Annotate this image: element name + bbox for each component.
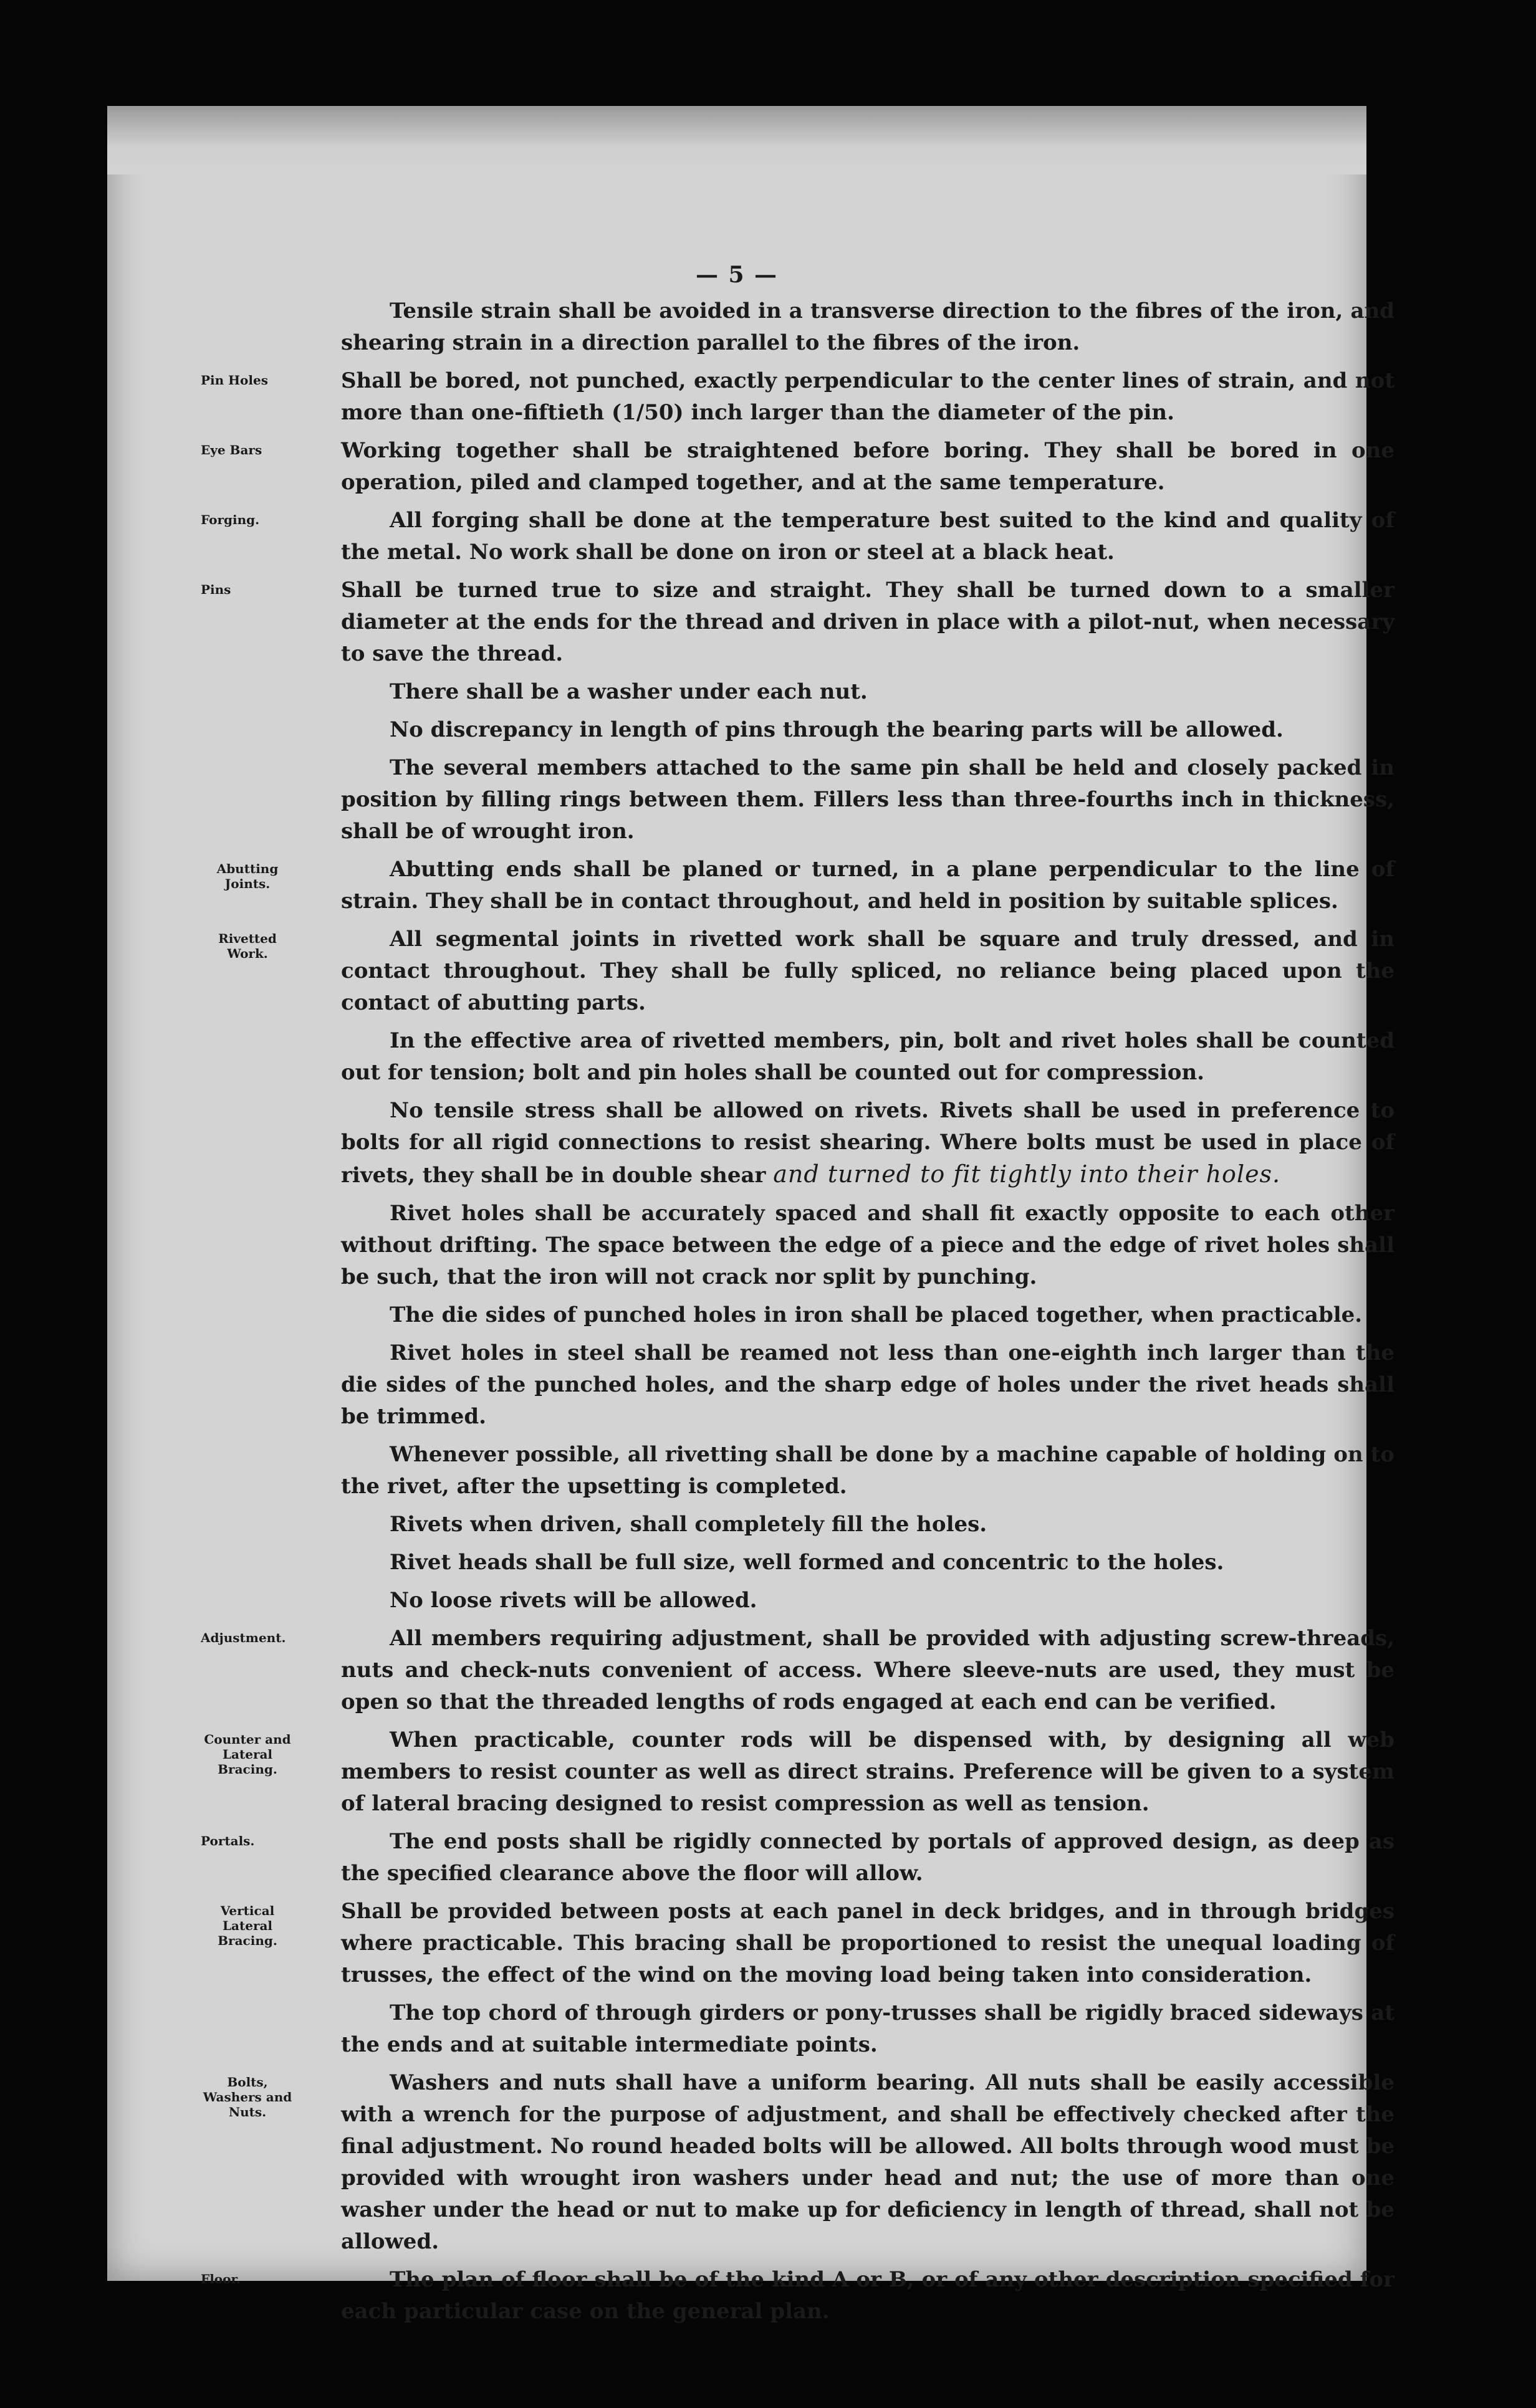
paragraph: [341, 505, 1394, 568]
paragraph-text: Rivets when driven, shall completely fill the holes.: [390, 1512, 987, 1537]
paragraph-text: In the effective area of rivetted members, pin, bolt and rivet holes shall be counted out for tension; bolt and pin holes shall be counted out for compression.: [341, 1028, 1394, 1085]
paragraph-text: Washers and nuts shall have a uniform bearing. All nuts shall be easily accessible with a wrench for the purpose of adjustment, and shall be effectively checked after the final adjustment. No round headed bolts will be allowed. All bolts through wood must be provided with wrought iron washers under head and nut; the use of more than one washer under the head or nut to make up for deficiency in length of thread, shall not be allowed.: [341, 2070, 1394, 2254]
section-row: [107, 1337, 1394, 1433]
section-row: [107, 1896, 1394, 1991]
paragraph-text: The top chord of through girders or pony-trusses shall be rigidly braced sideways at the ends and at suitable intermediate points.: [341, 2000, 1394, 2057]
paragraph-text: The end posts shall be rigidly connected by portals of approved design, as deep as the specified clearance above the floor will allow.: [341, 1829, 1394, 1886]
paragraph-text: The die sides of punched holes in iron shall be placed together, when practicable.: [390, 1302, 1363, 1327]
section-row: [107, 1724, 1394, 1820]
document-page: [107, 106, 1394, 2324]
paragraph: [341, 575, 1394, 670]
paragraph-text: Whenever possible, all rivetting shall be done by a machine capable of holding on to the rivet, after the upsetting is completed.: [341, 1442, 1394, 1499]
paragraph-text: No discrepancy in length of pins through the bearing parts will be allowed.: [390, 717, 1284, 742]
paragraph: [341, 2264, 1394, 2328]
section-row: [107, 1585, 1366, 1617]
paragraph-text: Working together shall be straightened before boring. They shall be bored in one operation, piled and clamped together, and at the same temperature.: [341, 438, 1394, 495]
margin-label: Eye Bars: [201, 442, 262, 457]
paragraph: [341, 1095, 1394, 1192]
paragraph-text: No tensile stress shall be allowed on rivets. Rivets shall be used in preference to bolts for all rigid connections to resist shearing. Where bolts must be used in place of rivets, they shall be in double shear: [341, 1098, 1394, 1188]
paragraph: [341, 1198, 1394, 1293]
section-row: [107, 1439, 1394, 1503]
section-row: [107, 365, 1394, 429]
paragraph: [341, 676, 1394, 708]
paragraph-text: When practicable, counter rods will be dispensed with, by designing all web members to resist counter as well as direct strains. Preference will be given to a system of lateral bracing designed to resist compression as well as tension.: [341, 1727, 1394, 1816]
paragraph: [341, 1826, 1394, 1890]
margin-label: Forging.: [201, 512, 260, 527]
section-row: [107, 1826, 1394, 1890]
section-row: [107, 1623, 1394, 1718]
section-row: [107, 924, 1394, 1019]
section-row: [107, 1547, 1366, 1579]
page-fold: [107, 106, 1366, 174]
margin-label: Counter and Lateral Bracing.: [204, 1732, 291, 1777]
section-row: [107, 1095, 1394, 1192]
section-row: [107, 1997, 1394, 2061]
paragraph: [341, 1299, 1394, 1331]
section-row: [107, 676, 1366, 708]
paragraph: [341, 1509, 1394, 1541]
paragraph-text: Rivet holes shall be accurately spaced and shall fit exactly opposite to each other without drifting. The space between the edge of a piece and the edge of rivet holes shall be such, that the iron will not crack nor split by punching.: [341, 1201, 1394, 1289]
paragraph: [341, 435, 1394, 499]
section-row: [107, 1198, 1394, 1293]
paragraph-text: There shall be a washer under each nut.: [390, 679, 868, 704]
paragraph: [341, 854, 1394, 917]
section-row: [107, 2067, 1394, 2258]
section-row: [107, 575, 1394, 670]
paragraph: [341, 752, 1394, 848]
paragraph: [341, 1724, 1394, 1820]
paragraph: [341, 1896, 1394, 1991]
margin-label: Vertical Lateral Bracing.: [218, 1903, 277, 1948]
paragraph-text: Shall be bored, not punched, exactly perpendicular to the center lines of strain, and not more than one-fiftieth (1/50) inch larger than the diameter of the pin.: [341, 368, 1394, 425]
paragraph-text: No loose rivets will be allowed.: [390, 1588, 757, 1613]
margin-label: Bolts, Washers and Nuts.: [203, 2075, 292, 2119]
paragraph-text: Abutting ends shall be planed or turned, in a plane perpendicular to the line of strain. They shall be in contact throughout, and held in position by suitable splices.: [341, 857, 1394, 914]
paragraph-text: Tensile strain shall be avoided in a transverse direction to the fibres of the iron, and shearing strain in a direction parallel to the fibres of the iron.: [341, 299, 1394, 355]
page-number: — 5 —: [695, 262, 779, 288]
paragraph: [341, 714, 1394, 746]
paragraph-text: The several members attached to the same pin shall be held and closely packed in position by filling rings between them. Fillers less than three-fourths inch in thickness, shall be of wrought iron.: [341, 755, 1394, 844]
margin-label: Rivetted Work.: [218, 931, 277, 961]
section-row: [107, 1025, 1394, 1089]
section-row: [107, 1299, 1366, 1331]
handwritten-annotation: and turned to fit tightly into their holes.: [773, 1160, 1281, 1188]
section-row: [107, 435, 1394, 499]
paragraph-text: The plan of floor shall be of the kind A or B, or of any other description specified for each particular case on the general plan.: [341, 2267, 1394, 2324]
paragraph: [341, 1585, 1394, 1617]
section-row: [107, 854, 1394, 917]
paragraph: [341, 1997, 1394, 2061]
paragraph: [341, 1439, 1394, 1503]
paragraph-text: All segmental joints in rivetted work shall be square and truly dressed, and in contact throughout. They shall be fully spliced, no reliance being placed upon the contact of abutting parts.: [341, 927, 1394, 1015]
section-row: [107, 1509, 1366, 1541]
section-row: [107, 295, 1394, 359]
section-row: [107, 752, 1394, 848]
paragraph-text: Shall be turned true to size and straight. They shall be turned down to a smaller diameter at the ends for the thread and driven in place with a pilot-nut, when necessary to save the thread.: [341, 578, 1394, 666]
margin-label: Abutting Joints.: [216, 861, 279, 891]
paragraph: [341, 1623, 1394, 1718]
paragraph-text: All members requiring adjustment, shall be provided with adjusting screw-threads, nuts and check-nuts convenient of access. Where sleeve-nuts are used, they must be open so that the threaded lengths of rods engaged at each end can be verified.: [341, 1626, 1394, 1714]
paragraph: [341, 2067, 1394, 2258]
paragraph: [341, 1547, 1394, 1579]
paragraph: [341, 1025, 1394, 1089]
paragraph-text: Shall be provided between posts at each panel in deck bridges, and in through bridges where practicable. This bracing shall be proportioned to resist the unequal loading of trusses, the effect of the wind on the moving load being taken into consideration.: [341, 1899, 1394, 1987]
section-row: [107, 714, 1366, 746]
paragraph: [341, 295, 1394, 359]
page-content: [107, 262, 1394, 2334]
margin-label: Portals.: [201, 1833, 255, 1848]
paragraph-text: Rivet heads shall be full size, well formed and concentric to the holes.: [390, 1550, 1224, 1575]
section-row: [107, 505, 1394, 568]
paragraph: [341, 1337, 1394, 1433]
paragraph-text: Rivet holes in steel shall be reamed not less than one-eighth inch larger than the die sides of the punched holes, and the sharp edge of holes under the rivet heads shall be trimmed.: [341, 1340, 1394, 1429]
paragraph: [341, 924, 1394, 1019]
margin-label: Adjustment.: [201, 1630, 286, 1645]
sections-list: [107, 295, 1394, 2328]
margin-label: Pin Holes: [201, 373, 268, 388]
section-row: [107, 2264, 1394, 2328]
margin-label: Floor.: [201, 2272, 241, 2286]
paragraph: [341, 365, 1394, 429]
paragraph-text: All forging shall be done at the temperature best suited to the kind and quality of the metal. No work shall be done on iron or steel at a black heat.: [341, 508, 1394, 565]
margin-label: Pins: [201, 582, 231, 597]
